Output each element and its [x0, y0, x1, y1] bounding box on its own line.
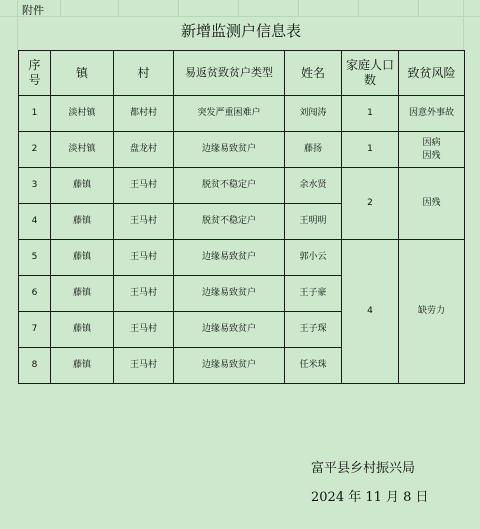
cell-village: 王马村	[114, 204, 174, 240]
col-header-town: 镇	[51, 51, 114, 96]
col-header-type: 易返贫致贫户类型	[174, 51, 285, 96]
table-row	[19, 96, 465, 132]
cell-risk	[399, 132, 465, 168]
cell-household-size: 4	[342, 240, 399, 384]
attachment-label: 附件	[22, 4, 44, 17]
cell-town: 藤镇	[51, 168, 114, 204]
cell-town: 藤镇	[51, 312, 114, 348]
risk-item: 因病	[422, 137, 441, 148]
risk-item: 因残	[422, 150, 441, 161]
cell-household-size: 1	[342, 132, 399, 168]
cell-household-size: 2	[342, 168, 399, 240]
cell-risk: 因残	[399, 168, 465, 240]
cell-village: 王马村	[114, 312, 174, 348]
cell-type: 边缘易致贫户	[174, 240, 285, 276]
cell-town: 藤镇	[51, 204, 114, 240]
cell-type: 边缘易致贫户	[174, 312, 285, 348]
table-header-row	[19, 51, 465, 96]
cell-no: 2	[19, 132, 51, 168]
cell-name: 王子琛	[285, 312, 342, 348]
col-header-risk: 致贫风险	[399, 51, 465, 96]
col-header-household-size: 家庭人口数	[342, 51, 399, 96]
cell-village: 盘龙村	[114, 132, 174, 168]
cell-name: 刘闯涛	[285, 96, 342, 132]
table-row	[19, 132, 465, 168]
cell-village: 王马村	[114, 276, 174, 312]
monitoring-household-table	[18, 50, 465, 384]
signature-date: 2024 年 11 月 8 日	[311, 490, 429, 505]
cell-name: 王明明	[285, 204, 342, 240]
table-title: 新增监测户信息表	[180, 22, 301, 40]
col-header-name: 姓名	[285, 51, 342, 96]
col-header-no: 序号	[19, 51, 51, 96]
cell-name: 任米珠	[285, 348, 342, 384]
cell-village: 王马村	[114, 168, 174, 204]
cell-town: 藤镇	[51, 348, 114, 384]
cell-name: 王子豪	[285, 276, 342, 312]
cell-name: 藤扬	[285, 132, 342, 168]
cell-town: 淡村镇	[51, 132, 114, 168]
cell-type: 脱贫不稳定户	[174, 168, 285, 204]
cell-no: 8	[19, 348, 51, 384]
cell-type: 突发严重困难户	[174, 96, 285, 132]
cell-type: 脱贫不稳定户	[174, 204, 285, 240]
table-row	[19, 240, 465, 276]
cell-no: 4	[19, 204, 51, 240]
cell-type: 边缘易致贫户	[174, 132, 285, 168]
cell-risk: 缺劳力	[399, 240, 465, 384]
cell-no: 6	[19, 276, 51, 312]
cell-village: 王马村	[114, 348, 174, 384]
cell-type: 边缘易致贫户	[174, 276, 285, 312]
cell-name: 郭小云	[285, 240, 342, 276]
cell-town: 藤镇	[51, 240, 114, 276]
cell-town: 淡村镇	[51, 96, 114, 132]
cell-no: 7	[19, 312, 51, 348]
cell-type: 边缘易致贫户	[174, 348, 285, 384]
col-header-village: 村	[114, 51, 174, 96]
table-row	[19, 168, 465, 204]
cell-risk: 因意外事故	[399, 96, 465, 132]
cell-no: 5	[19, 240, 51, 276]
cell-household-size: 1	[342, 96, 399, 132]
cell-no: 3	[19, 168, 51, 204]
cell-no: 1	[19, 96, 51, 132]
cell-name: 余水贤	[285, 168, 342, 204]
cell-town: 藤镇	[51, 276, 114, 312]
cell-village: 都村村	[114, 96, 174, 132]
cell-village: 王马村	[114, 240, 174, 276]
signature-org: 富平县乡村振兴局	[311, 461, 416, 476]
